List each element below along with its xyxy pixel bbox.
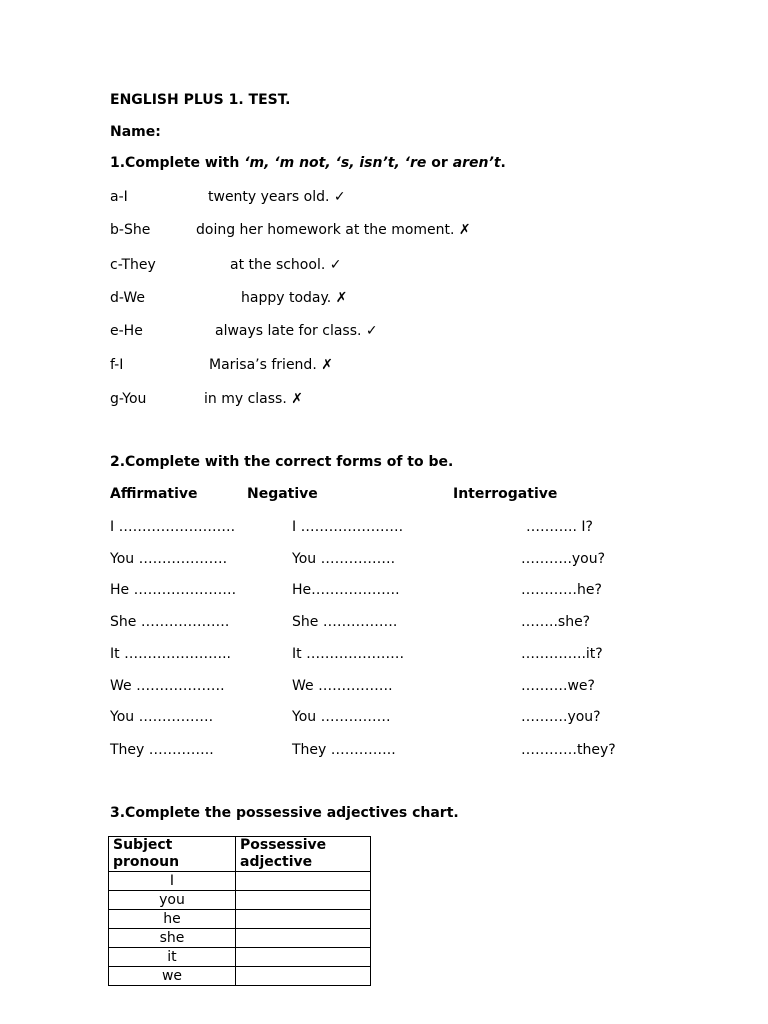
chart-row — [109, 967, 371, 986]
interrogative-cell: ……..she? — [521, 614, 591, 630]
section2-heading: 2.Complete with the correct forms of to be. — [110, 454, 454, 470]
item-label: g-You — [110, 391, 147, 407]
section3-heading: 3.Complete the possessive adjectives chart. — [110, 805, 459, 821]
pronoun-cell: I — [109, 872, 236, 891]
section1-heading-italic: ‘m, ‘m not, ‘s, isn’t, ‘re — [244, 155, 427, 171]
affirmative-cell: You ……………. — [110, 709, 214, 725]
chart-header-row — [109, 837, 371, 872]
item-label: d-We — [110, 290, 146, 306]
item-text: always late for class. ✓ — [215, 323, 378, 339]
item-label: a-I — [110, 189, 128, 205]
answer-cell[interactable] — [236, 967, 371, 986]
interrogative-cell: ……….we? — [521, 678, 595, 694]
negative-cell: I …………………. — [292, 519, 404, 535]
interrogative-cell: …………..it? — [521, 646, 603, 662]
chart-row — [109, 891, 371, 910]
section1-heading-or: or — [426, 155, 453, 171]
item-text: in my class. ✗ — [204, 391, 303, 407]
pronoun-cell: she — [109, 929, 236, 948]
affirmative-cell: They ………….. — [110, 742, 214, 758]
section1-heading — [110, 154, 506, 172]
column-header-negative: Negative — [247, 486, 318, 502]
negative-cell: It ………………… — [292, 646, 405, 662]
possessive-adjectives-chart — [108, 836, 371, 986]
chart-row — [109, 910, 371, 929]
affirmative-cell: I ……………………. — [110, 519, 236, 535]
negative-cell: He………………. — [292, 582, 400, 598]
affirmative-cell: He …………………. — [110, 582, 237, 598]
negative-cell: She ……………. — [292, 614, 398, 630]
negative-cell: They ………….. — [292, 742, 396, 758]
interrogative-cell: …………he? — [521, 582, 602, 598]
pronoun-cell: you — [109, 891, 236, 910]
answer-cell[interactable] — [236, 872, 371, 891]
negative-cell: We ……………. — [292, 678, 393, 694]
column-header-interrogative: Interrogative — [453, 486, 558, 502]
item-text: doing her homework at the moment. ✗ — [196, 222, 471, 238]
affirmative-cell: She ………………. — [110, 614, 230, 630]
item-text: twenty years old. ✓ — [208, 189, 346, 205]
pronoun-cell: we — [109, 967, 236, 986]
interrogative-cell: ……….you? — [521, 709, 601, 725]
chart-row — [109, 929, 371, 948]
test-title: ENGLISH PLUS 1. TEST. — [110, 92, 291, 108]
item-label: c-They — [110, 257, 156, 273]
item-text: Marisa’s friend. ✗ — [209, 357, 333, 373]
item-text: at the school. ✓ — [230, 257, 342, 273]
item-text: happy today. ✗ — [241, 290, 348, 306]
answer-cell[interactable] — [236, 910, 371, 929]
header-possessive-adjective: Possessive adjective — [236, 837, 371, 872]
name-label: Name: — [110, 124, 161, 140]
negative-cell: You …………… — [292, 709, 391, 725]
chart-row — [109, 872, 371, 891]
answer-cell[interactable] — [236, 891, 371, 910]
interrogative-cell: …………they? — [521, 742, 616, 758]
section1-heading-end: . — [500, 155, 506, 171]
pronoun-cell: he — [109, 910, 236, 929]
answer-cell[interactable] — [236, 948, 371, 967]
section1-heading-italic2: aren’t — [452, 155, 501, 171]
affirmative-cell: We ………………. — [110, 678, 225, 694]
affirmative-cell: It ………………….. — [110, 646, 231, 662]
chart-row — [109, 948, 371, 967]
item-label: f-I — [110, 357, 124, 373]
negative-cell: You ……………. — [292, 551, 396, 567]
column-header-affirmative: Affirmative — [110, 486, 198, 502]
item-label: b-She — [110, 222, 151, 238]
item-label: e-He — [110, 323, 143, 339]
section1-heading-prefix: 1.Complete with — [110, 155, 245, 171]
affirmative-cell: You ………………. — [110, 551, 228, 567]
answer-cell[interactable] — [236, 929, 371, 948]
pronoun-cell: it — [109, 948, 236, 967]
interrogative-cell: ………..you? — [521, 551, 606, 567]
header-subject-pronoun: Subject pronoun — [109, 837, 236, 872]
interrogative-cell: ……….. I? — [526, 519, 593, 535]
